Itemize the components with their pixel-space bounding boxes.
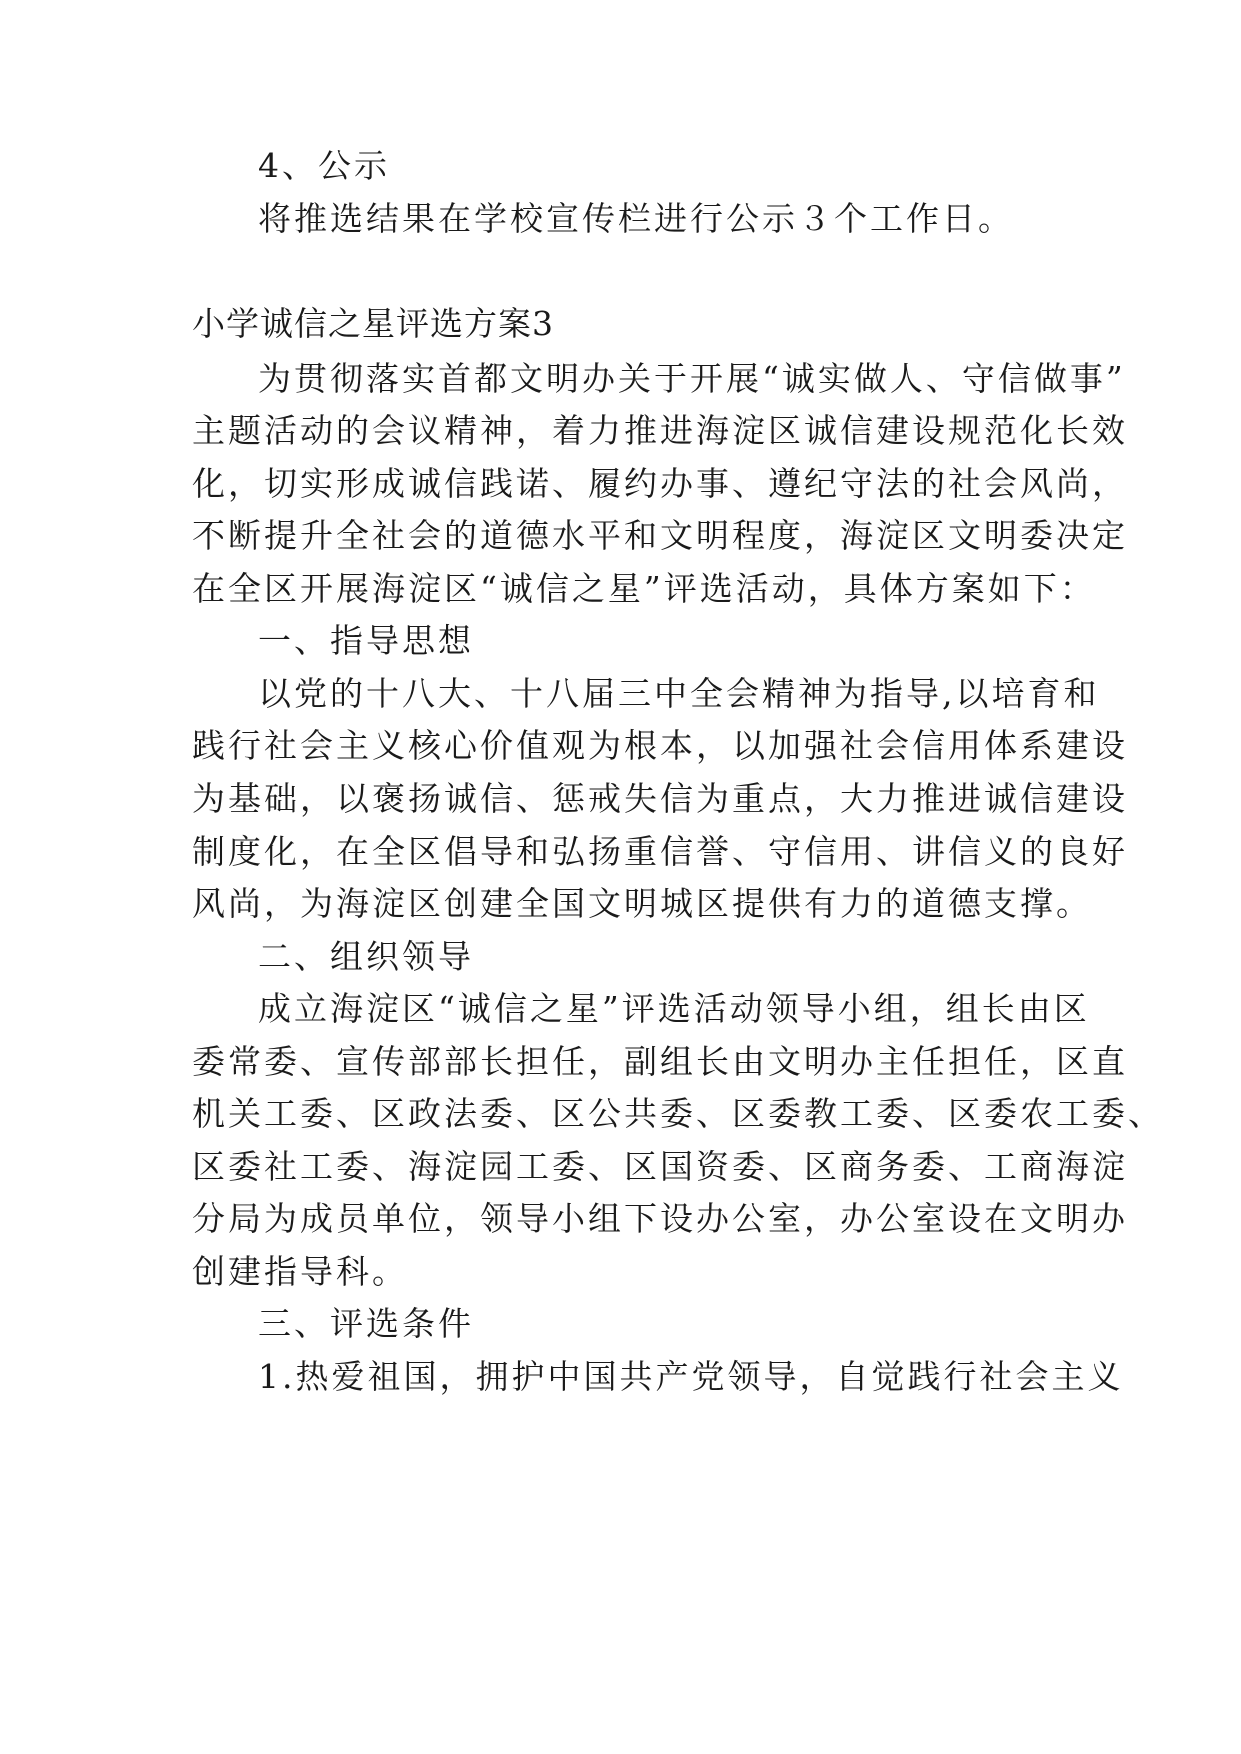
p2-line-3: 机关工委、区政法委、区公共委、区委教工委、区委农工委、 (192, 1094, 1164, 1133)
p1-line-1: 以党的十八大、十八届三中全会精神为指导,以培育和 (258, 674, 1100, 713)
p1-line-3: 为基础，以褒扬诚信、惩戒失信为重点，大力推进诚信建设 (192, 779, 1128, 818)
intro-line-2: 主题活动的会议精神，着力推进海淀区诚信建设规范化长效 (192, 411, 1128, 450)
p1-line-5: 风尚，为海淀区创建全国文明城区提供有力的道德支撑。 (192, 884, 1092, 923)
p2-line-4: 区委社工委、海淀园工委、区国资委、区商务委、工商海淀 (192, 1147, 1128, 1186)
section-heading-publicity: 4、公示 (258, 146, 390, 185)
paragraph-publicity: 将推选结果在学校宣传栏进行公示３个工作日。 (258, 199, 1014, 238)
p1-line-2: 践行社会主义核心价值观为根本，以加强社会信用体系建设 (192, 726, 1128, 765)
p2-line-1: 成立海淀区“诚信之星”评选活动领导小组，组长由区 (258, 989, 1090, 1028)
heading-criteria: 三、评选条件 (258, 1304, 474, 1343)
intro-line-5: 在全区开展海淀区“诚信之星”评选活动，具体方案如下： (192, 569, 1096, 608)
heading-organization: 二、组织领导 (258, 937, 474, 976)
p2-line-6: 创建指导科。 (192, 1252, 408, 1291)
document-title: 小学诚信之星评选方案3 (192, 304, 554, 343)
p3-line-1: 1.热爱祖国，拥护中国共产党领导，自觉践行社会主义 (258, 1357, 1124, 1396)
p1-line-4: 制度化，在全区倡导和弘扬重信誉、守信用、讲信义的良好 (192, 832, 1128, 871)
p2-line-5: 分局为成员单位，领导小组下设办公室，办公室设在文明办 (192, 1199, 1128, 1238)
heading-guiding-ideology: 一、指导思想 (258, 621, 474, 660)
intro-line-4: 不断提升全社会的道德水平和文明程度，海淀区文明委决定 (192, 516, 1128, 555)
intro-line-1: 为贯彻落实首都文明办关于开展“诚实做人、守信做事” (258, 359, 1126, 398)
intro-line-3: 化，切实形成诚信践诺、履约办事、遵纪守法的社会风尚， (192, 464, 1128, 503)
p2-line-2: 委常委、宣传部部长担任，副组长由文明办主任担任，区直 (192, 1042, 1128, 1081)
